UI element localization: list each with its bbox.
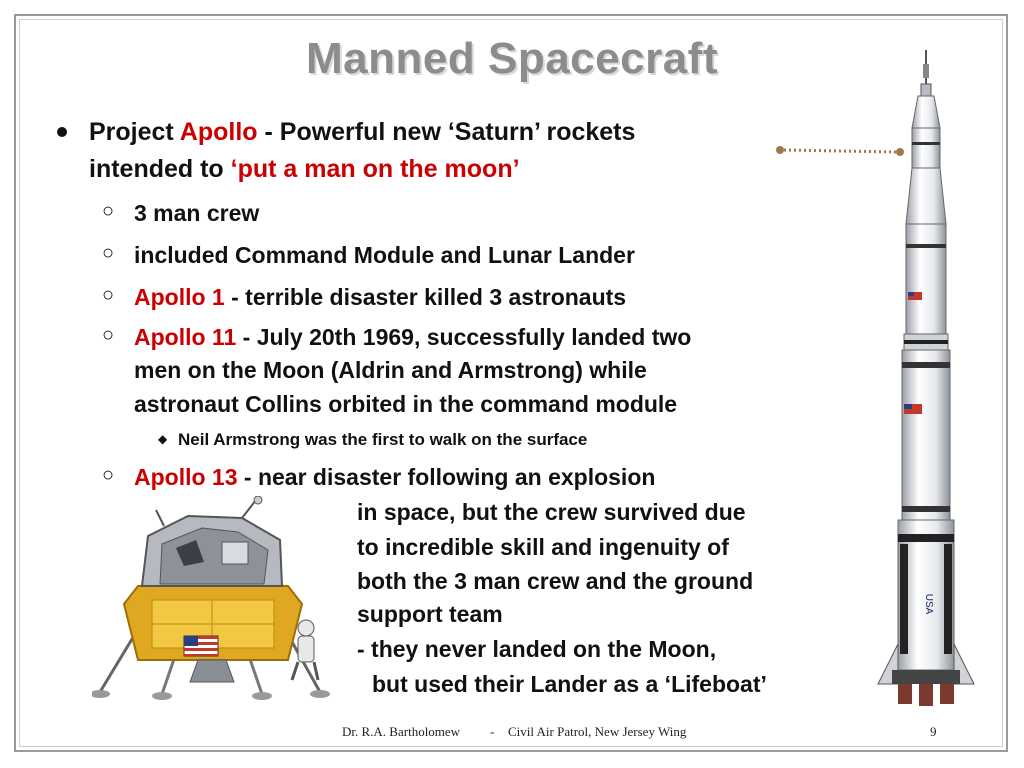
bullet-ring: ○ bbox=[102, 284, 115, 306]
bullet-project-apollo bbox=[89, 118, 635, 147]
bullet-ring: ○ bbox=[102, 200, 115, 222]
bullet-ring: ○ bbox=[102, 464, 115, 486]
apollo-11-text: - July 20th 1969, successfully landed two bbox=[236, 324, 692, 350]
footer-organization: Civil Air Patrol, New Jersey Wing bbox=[508, 724, 687, 739]
apollo-11-line3: astronaut Collins orbited in the command module bbox=[134, 391, 678, 417]
sub-bullet-crew: 3 man crew bbox=[134, 200, 260, 226]
moon-goal-highlight: ‘put a man on the moon’ bbox=[230, 155, 520, 183]
apollo-11-highlight: Apollo 11 bbox=[134, 324, 237, 350]
apollo-1-text: - terrible disaster killed 3 astronauts bbox=[224, 284, 627, 310]
sub-bullet-modules: included Command Module and Lunar Lander bbox=[134, 242, 635, 268]
apollo-1-highlight: Apollo 1 bbox=[134, 284, 225, 310]
sub-bullet-apollo-1 bbox=[134, 284, 626, 311]
bullet-rest: - Powerful new ‘Saturn’ rockets bbox=[257, 118, 636, 146]
apollo-13-line5: support team bbox=[357, 601, 503, 627]
us-flag-icon bbox=[184, 636, 218, 656]
bullet-dot bbox=[57, 127, 67, 137]
footer-separator: - bbox=[490, 724, 495, 739]
apollo-13-highlight: Apollo 13 bbox=[134, 464, 238, 490]
bullet-line2-prefix: intended to bbox=[89, 155, 231, 183]
svg-text:USA: USA bbox=[923, 593, 934, 615]
apollo-13-line2: in space, but the crew survived due bbox=[357, 499, 746, 525]
apollo-13-text: - near disaster following an explosion bbox=[237, 464, 656, 490]
apollo-highlight: Apollo bbox=[179, 118, 258, 146]
bullet-project-apollo-line2 bbox=[89, 155, 520, 184]
sub-bullet-apollo-11 bbox=[134, 324, 691, 351]
apollo-13-line6: - they never landed on the Moon, bbox=[357, 636, 717, 662]
bullet-diamond: ◆ bbox=[158, 432, 168, 446]
footer-author: Dr. R.A. Bartholomew bbox=[342, 724, 461, 739]
slide-title: Manned Spacecraft bbox=[306, 34, 718, 83]
bullet-prefix: Project bbox=[89, 118, 180, 146]
sub-bullet-apollo-13 bbox=[134, 464, 655, 491]
saturn-v-rocket-illustration bbox=[868, 44, 978, 712]
apollo-11-line2: men on the Moon (Aldrin and Armstrong) while bbox=[134, 357, 647, 383]
sub-sub-bullet-armstrong: Neil Armstrong was the first to walk on the surface bbox=[178, 430, 588, 449]
lunar-module-illustration bbox=[92, 496, 332, 706]
page-number: 9 bbox=[930, 724, 937, 739]
bullet-ring: ○ bbox=[102, 324, 115, 346]
apollo-13-line4: both the 3 man crew and the ground bbox=[357, 568, 754, 594]
bullet-ring: ○ bbox=[102, 242, 115, 264]
apollo-13-line7: but used their Lander as a ‘Lifeboat’ bbox=[372, 671, 767, 697]
apollo-13-line3: to incredible skill and ingenuity of bbox=[357, 534, 729, 560]
